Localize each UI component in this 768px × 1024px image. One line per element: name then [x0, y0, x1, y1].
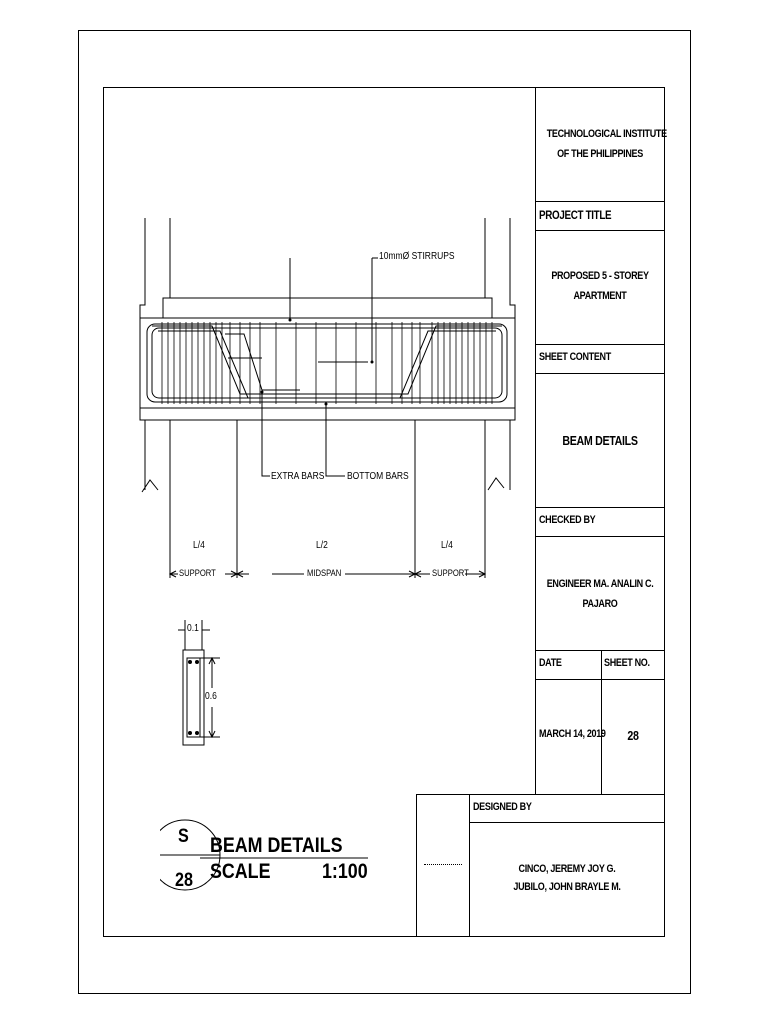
- section-bars: [188, 660, 199, 735]
- inner-bar-loop: [152, 328, 502, 398]
- bottom-bars-leader: [326, 404, 345, 476]
- span-right-label: L/4: [441, 540, 453, 551]
- checked-by-line-2: PAJARO: [582, 598, 618, 610]
- sheet-content-value: BEAM DETAILS: [562, 433, 638, 448]
- section-sheet-number: 28: [175, 870, 193, 891]
- designed-by-line-1: CINCO, JEREMY JOY G.: [518, 863, 616, 875]
- zone-mid-label: MIDSPAN: [307, 568, 342, 578]
- section-stirrup: [187, 658, 200, 737]
- extra-bar: [225, 334, 300, 390]
- divider: [535, 373, 665, 374]
- top-bottom-bar-loop: [147, 324, 507, 402]
- divider: [535, 650, 665, 651]
- soffit-line: [485, 408, 515, 420]
- zone-right-label: SUPPORT: [432, 568, 469, 578]
- date-label: DATE: [539, 657, 562, 669]
- institution-line-1: TECHNOLOGICAL INSTITUTE: [546, 128, 667, 140]
- divider: [535, 201, 665, 202]
- checked-by-line-1: ENGINEER MA. ANALIN C.: [546, 578, 654, 590]
- soffit-line: [140, 408, 170, 420]
- break-mark: [142, 480, 158, 492]
- scale-value: 1:100: [322, 860, 368, 883]
- stirrups: [162, 322, 492, 404]
- section-outline: [183, 650, 204, 745]
- span-mid-label: L/2: [316, 540, 328, 551]
- sheet-content-label: SHEET CONTENT: [539, 351, 611, 363]
- span-left-label: L/4: [193, 540, 205, 551]
- drawing-title: BEAM DETAILS: [210, 834, 343, 857]
- column-cap: [140, 298, 145, 318]
- sheet-no-label: SHEET NO.: [604, 657, 650, 669]
- project-title-line-1: PROPOSED 5 - STOREY: [551, 270, 649, 282]
- zone-left-label: SUPPORT: [179, 568, 216, 578]
- sheet-no-value: 28: [627, 728, 639, 743]
- bottom-bars-label: BOTTOM BARS: [347, 471, 409, 482]
- bent-bar: [152, 326, 502, 394]
- divider: [469, 822, 665, 823]
- section-height-label: 0.6: [205, 691, 217, 702]
- divider: [535, 507, 665, 508]
- checked-by-label: CHECKED BY: [539, 514, 596, 526]
- stamp-placeholder: [424, 864, 462, 865]
- section-width-label: 0.1: [187, 623, 199, 634]
- divider: [535, 536, 665, 537]
- stirrups-label: 10mmØ STIRRUPS: [379, 251, 455, 262]
- project-title-line-2: APARTMENT: [573, 290, 627, 302]
- divider: [535, 679, 665, 680]
- column-cap: [163, 298, 170, 318]
- institution-line-2: OF THE PHILIPPINES: [557, 148, 643, 160]
- column-cap: [510, 298, 515, 318]
- bent-bar: [158, 331, 496, 398]
- date-value: MARCH 14, 2019: [539, 728, 606, 740]
- beam-section-drawing: [170, 615, 240, 755]
- extra-bars-label: EXTRA BARS: [271, 471, 325, 482]
- designed-by-label: DESIGNED BY: [473, 801, 532, 813]
- designed-by-line-2: JUBILO, JOHN BRAYLE M.: [513, 881, 621, 893]
- break-mark: [488, 478, 504, 490]
- section-letter: S: [178, 826, 189, 847]
- divider: [601, 650, 602, 795]
- scale-label: SCALE: [210, 860, 271, 883]
- divider: [535, 230, 665, 231]
- divider: [469, 794, 470, 937]
- extra-bars-leader: [262, 392, 270, 476]
- column-cap: [485, 298, 492, 318]
- project-title-label: PROJECT TITLE: [539, 208, 612, 222]
- divider: [535, 344, 665, 345]
